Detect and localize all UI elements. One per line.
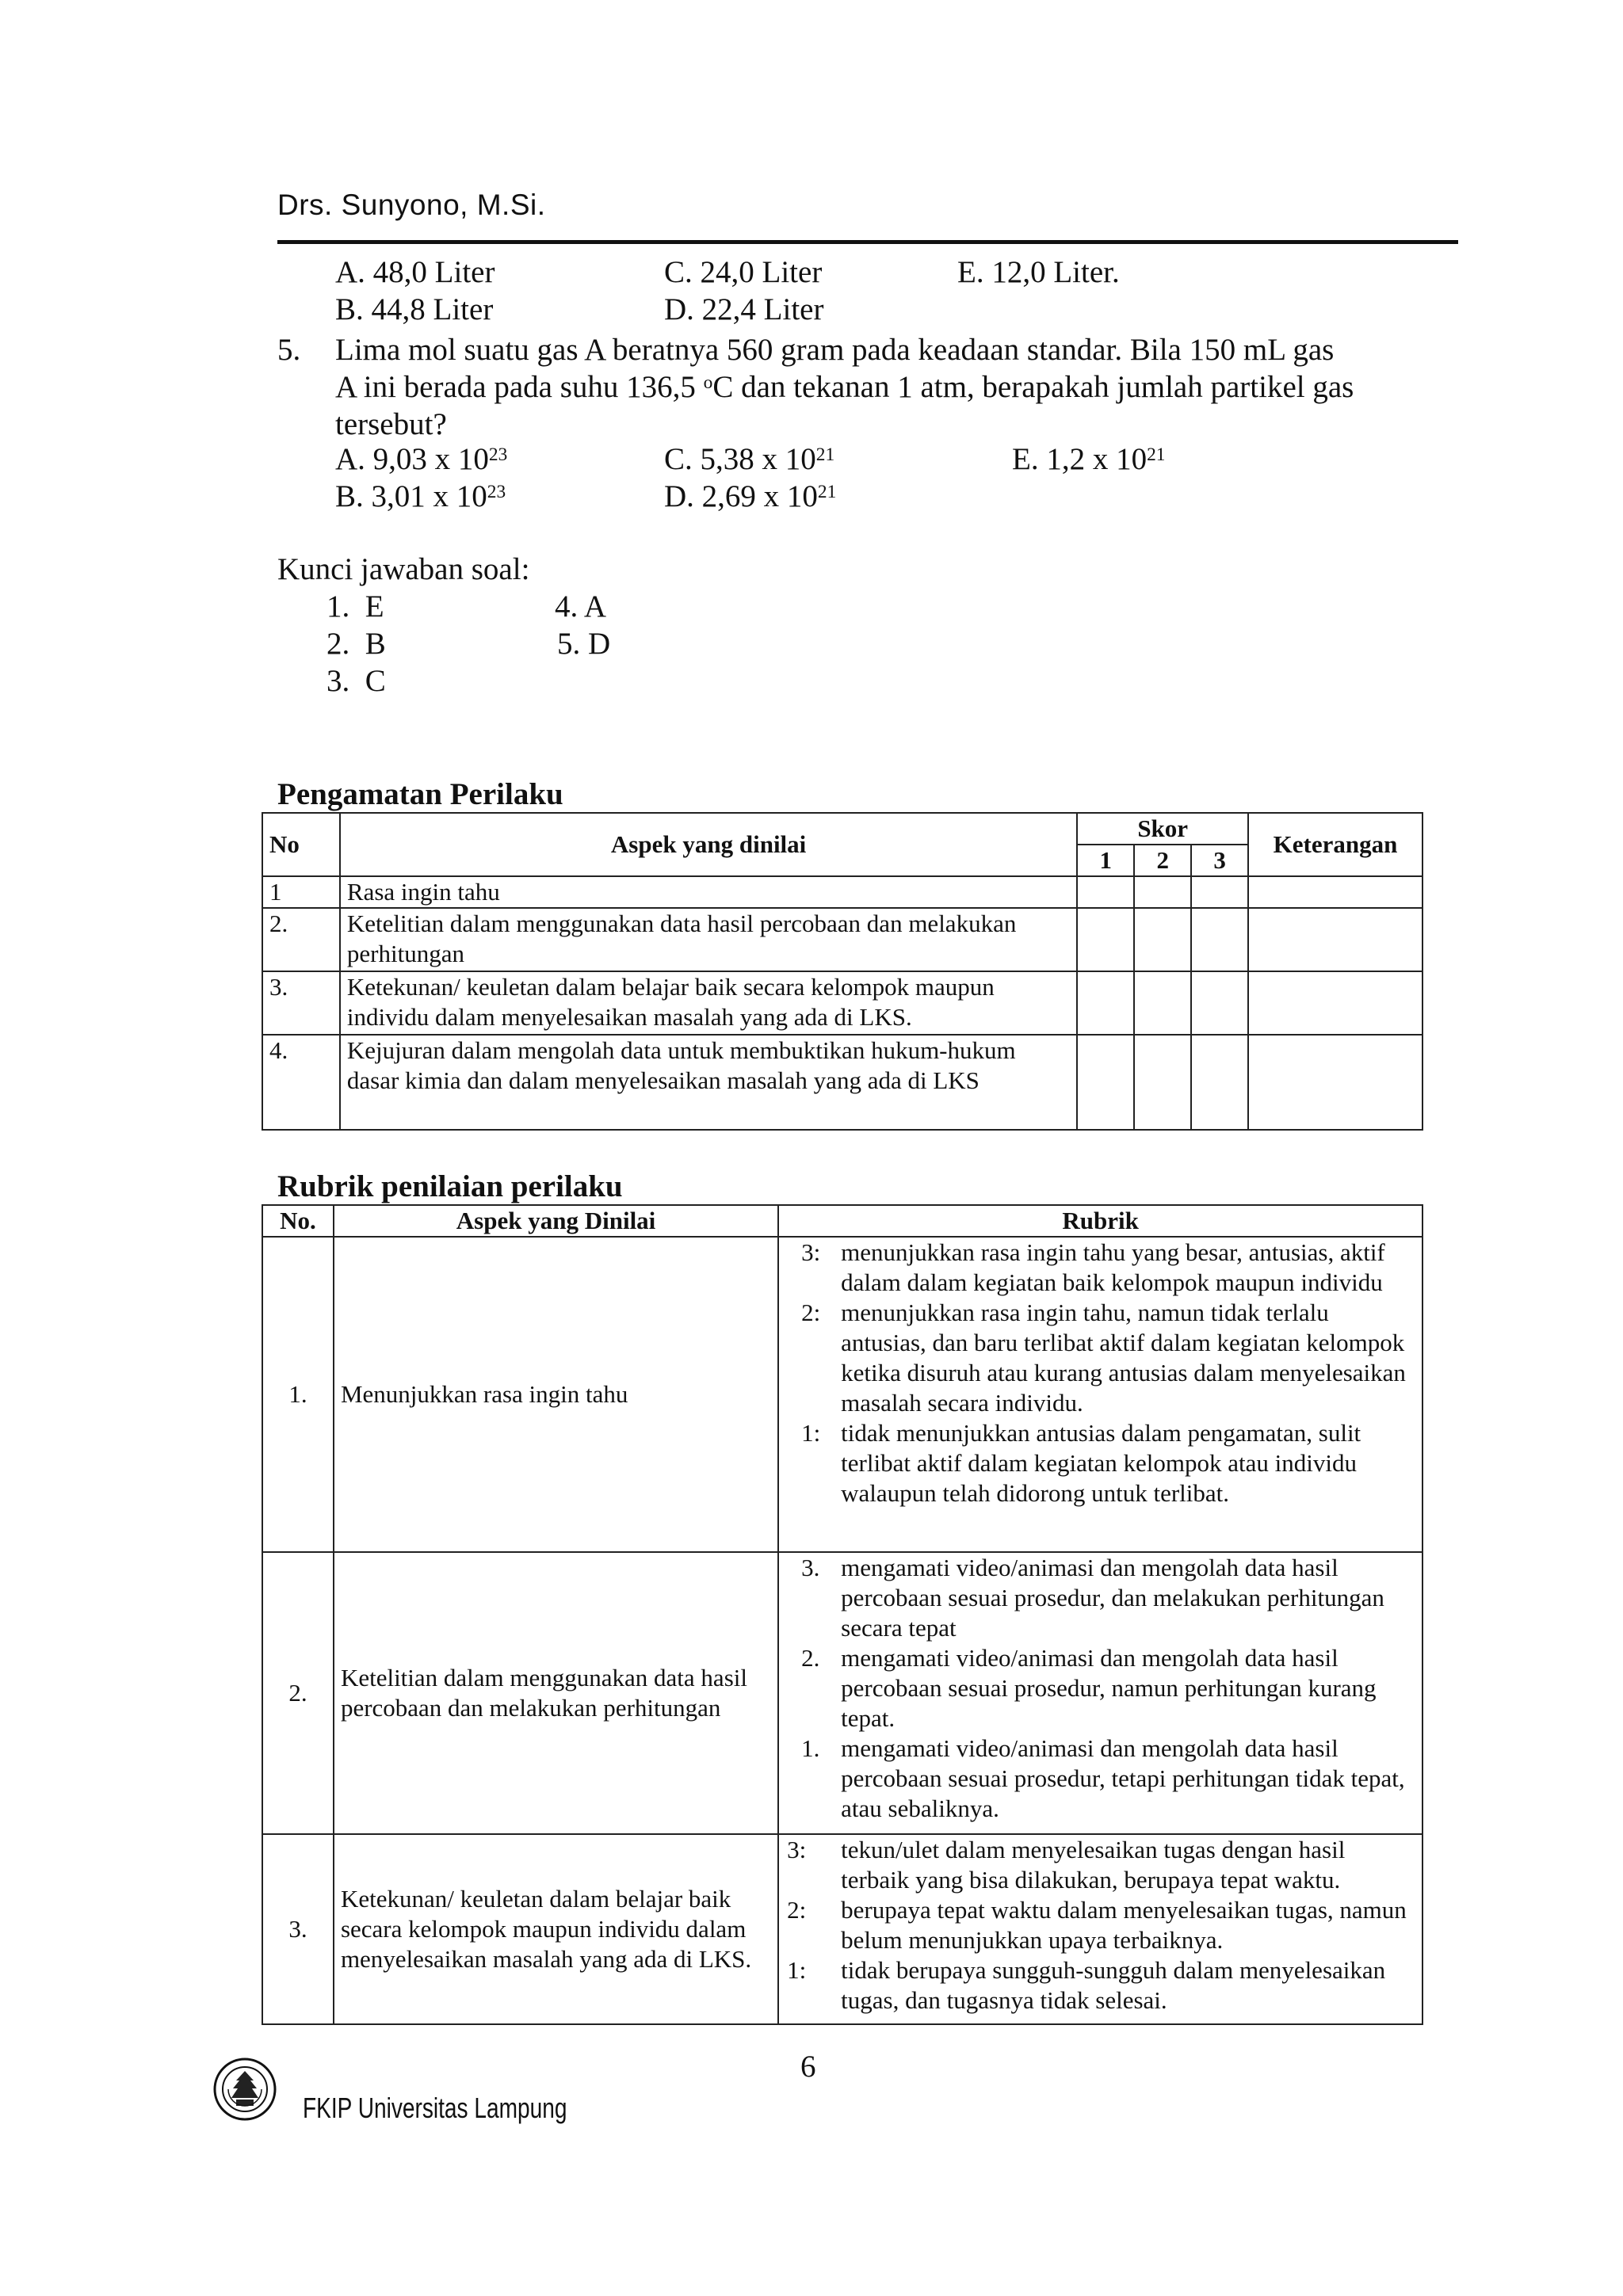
table-row [262, 1035, 1423, 1130]
q5-text-line1: Lima mol suatu gas A beratnya 560 gram pada keadaan standar. Bila 150 mL gas [335, 333, 1335, 367]
rubric-table [262, 1204, 1423, 2025]
header-score-3: 3 [1191, 845, 1248, 876]
q5-text-line2: A ini berada pada suhu 136,5 $^o$C dan tekanan 1 atm, berapakah jumlah partikel gas [335, 370, 1354, 404]
rubric-row-levels [778, 1237, 1423, 1552]
rubric-level: 2: berupaya tepat waktu dalam menyelesaikan tugas, namun belum menunjukkan upaya terbaiknya. [787, 1896, 1407, 1954]
note-cell [1248, 971, 1423, 1035]
q5-option-d: D. 2,69 x $10^{21}$ [664, 479, 837, 513]
rubric-row-levels [778, 1834, 1423, 2024]
rubric-header-aspect: Aspek yang Dinilai [334, 1205, 778, 1237]
score-cell [1191, 1035, 1248, 1130]
observation-table [262, 812, 1423, 1131]
row-aspect: Rasa ingin tahu [340, 876, 1077, 908]
row-no: 4. [262, 1035, 340, 1130]
score-cell [1191, 908, 1248, 971]
row-no: 1 [262, 876, 340, 908]
rubric-title: Rubrik penilaian perilaku [277, 1169, 623, 1203]
score-cell [1134, 1035, 1191, 1130]
rubric-level: 3: tekun/ulet dalam menyelesaikan tugas dengan hasil terbaik yang bisa dilakukan, berupaya tepat waktu. [787, 1836, 1346, 1894]
score-cell [1134, 908, 1191, 971]
table-row [262, 971, 1423, 1035]
rubric-level: 3. mengamati video/animasi dan mengolah data hasil percobaan sesuai prosedur, dan melakukan perhitungan secara tepat [801, 1554, 1384, 1642]
rubric-row-levels [778, 1552, 1423, 1834]
score-cell [1077, 908, 1134, 971]
answer-key-title: Kunci jawaban soal: [277, 552, 530, 586]
header-score: Skor [1077, 813, 1248, 845]
rubric-row-no: 3. [262, 1834, 334, 2024]
note-cell [1248, 908, 1423, 971]
header-score-1: 1 [1077, 845, 1134, 876]
answer-key-item: 5. D [557, 627, 611, 661]
footer-institution: FKIP Universitas Lampung [303, 2092, 567, 2124]
rubric-level: 3: menunjukkan rasa ingin tahu yang besar, antusias, aktif dalam dalam kegiatan baik kelompok maupun individu [801, 1238, 1385, 1296]
rubric-level: 2: menunjukkan rasa ingin tahu, namun tidak terlalu antusias, dan baru terlibat aktif dalam kegiatan kelompok ketika disuruh atau kurang antusias dalam menyelesaikan masalah secara individu. [801, 1299, 1406, 1417]
rubric-header-no: No. [262, 1205, 334, 1237]
score-cell [1191, 971, 1248, 1035]
score-cell [1191, 876, 1248, 908]
answer-key-item: 4. A [555, 589, 607, 624]
q5-text-line3: tersebut? [335, 407, 447, 441]
q4-option-b: B. 44,8 Liter [335, 292, 494, 326]
row-aspect: Ketekunan/ keuletan dalam belajar baik secara kelompok maupun individu dalam menyelesaikan masalah yang ada di LKS. [340, 971, 1077, 1035]
q4-option-d: D. 22,4 Liter [664, 292, 824, 326]
q5-option-c: C. 5,38 x $10^{21}$ [664, 442, 835, 476]
page-number: 6 [800, 2050, 816, 2084]
rubric-row-aspect: Ketekunan/ keuletan dalam belajar baik secara kelompok maupun individu dalam menyelesaikan masalah yang ada di LKS. [334, 1834, 778, 2024]
score-cell [1077, 876, 1134, 908]
q4-option-e: E. 12,0 Liter. [957, 255, 1120, 289]
score-cell [1134, 971, 1191, 1035]
rubric-level: 1: tidak menunjukkan antusias dalam pengamatan, sulit terlibat aktif dalam kegiatan kelompok atau individu walaupun telah didorong untuk terlibat. [801, 1419, 1361, 1507]
rubric-level: 1: tidak berupaya sungguh-sungguh dalam menyelesaikan tugas, dan tugasnya tidak selesai. [787, 1956, 1386, 2014]
row-aspect: Kejujuran dalam mengolah data untuk membuktikan hukum-hukum dasar kimia dan dalam menyelesaikan masalah yang ada di LKS [340, 1035, 1077, 1130]
header-author: Drs. Sunyono, M.Si. [277, 189, 546, 221]
q4-option-a: A. 48,0 Liter [335, 255, 495, 289]
table-row [262, 1237, 1423, 1552]
row-aspect: Ketelitian dalam menggunakan data hasil percobaan dan melakukan perhitungan [340, 908, 1077, 971]
q4-option-c: C. 24,0 Liter [664, 255, 823, 289]
rubric-row-no: 2. [262, 1552, 334, 1834]
row-no: 3. [262, 971, 340, 1035]
table-row [262, 1552, 1423, 1834]
note-cell [1248, 876, 1423, 908]
q5-option-a: A. 9,03 x $10^{23}$ [335, 442, 508, 476]
answer-key-item: 1. E [327, 589, 384, 624]
header-note: Keterangan [1248, 813, 1423, 876]
score-cell [1077, 971, 1134, 1035]
observation-title: Pengamatan Perilaku [277, 777, 563, 811]
header-aspect: Aspek yang dinilai [340, 813, 1077, 876]
q5-number: 5. [277, 333, 301, 367]
score-cell [1077, 1035, 1134, 1130]
rubric-level: 2. mengamati video/animasi dan mengolah data hasil percobaan sesuai prosedur, namun perhitungan kurang tepat. [801, 1644, 1377, 1732]
table-row [262, 908, 1423, 971]
score-cell [1134, 876, 1191, 908]
rubric-row-no: 1. [262, 1237, 334, 1552]
rubric-level: 1. mengamati video/animasi dan mengolah data hasil percobaan sesuai prosedur, tetapi perhitungan tidak tepat, atau sebaliknya. [801, 1734, 1405, 1822]
row-no: 2. [262, 908, 340, 971]
note-cell [1248, 1035, 1423, 1130]
rubric-row-aspect: Ketelitian dalam menggunakan data hasil percobaan dan melakukan perhitungan [334, 1552, 778, 1834]
table-row [262, 1834, 1423, 2024]
rubric-header-rubric: Rubrik [778, 1205, 1423, 1237]
answer-key-item: 2. B [327, 627, 386, 661]
header-score-2: 2 [1134, 845, 1191, 876]
q5-option-e: E. 1,2 x $10^{21}$ [1012, 442, 1166, 476]
table-row [262, 876, 1423, 908]
university-seal-icon [212, 2057, 277, 2122]
q5-option-b: B. 3,01 x $10^{23}$ [335, 479, 506, 513]
header-no: No [262, 813, 340, 876]
rubric-row-aspect: Menunjukkan rasa ingin tahu [334, 1237, 778, 1552]
header-divider [277, 240, 1458, 244]
answer-key-item: 3. C [327, 664, 386, 698]
